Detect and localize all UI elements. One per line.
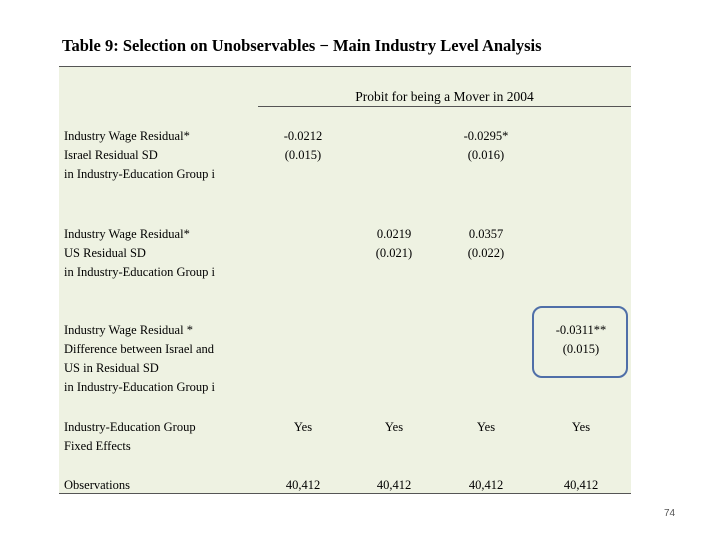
cell-israel-col3	[441, 127, 531, 165]
coefficient: 0.0219	[376, 227, 412, 241]
label-line: Industry Wage Residual*	[64, 227, 190, 241]
table-top-rule	[59, 66, 631, 67]
label-line: Difference between Israel and	[64, 342, 215, 356]
cell-observations-col1: 40,412	[285, 478, 321, 492]
row-label-us-sd	[64, 225, 215, 282]
coefficient: -0.0311**	[555, 323, 607, 337]
label-line: Industry Wage Residual*	[64, 129, 190, 143]
table-title: Table 9: Selection on Unobservables − Main Industry Level Analysis	[62, 36, 542, 55]
cell-fixed-effects-col4: Yes	[571, 420, 591, 434]
standard-error: (0.015)	[562, 342, 600, 356]
row-label-israel-sd	[64, 127, 215, 184]
row-label-difference	[64, 321, 215, 397]
cell-fixed-effects-col2: Yes	[384, 420, 404, 434]
cell-fixed-effects-col1: Yes	[293, 420, 313, 434]
cell-difference-col4	[536, 321, 626, 359]
row-label-fixed-effects	[64, 418, 196, 456]
label-line: in Industry-Education Group i	[64, 167, 216, 181]
label-line: Observations	[64, 478, 130, 492]
cell-israel-col1	[258, 127, 348, 165]
cell-fixed-effects-col3: Yes	[476, 420, 496, 434]
label-line: Industry Wage Residual *	[64, 323, 193, 337]
standard-error: (0.016)	[467, 148, 505, 162]
coefficient: -0.0212	[283, 129, 323, 143]
coefficient: 0.0357	[468, 227, 504, 241]
column-header: Probit for being a Mover in 2004	[355, 89, 534, 104]
label-line: in Industry-Education Group i	[64, 265, 216, 279]
cell-us-col3	[441, 225, 531, 263]
header-rule	[258, 106, 631, 107]
cell-observations-col4: 40,412	[563, 478, 599, 492]
standard-error: (0.022)	[467, 246, 505, 260]
standard-error: (0.021)	[375, 246, 413, 260]
coefficient: -0.0295*	[463, 129, 509, 143]
row-label-observations	[64, 476, 130, 495]
cell-observations-col3: 40,412	[468, 478, 504, 492]
label-line: Israel Residual SD	[64, 148, 158, 162]
standard-error: (0.015)	[284, 148, 322, 162]
label-line: Industry-Education Group	[64, 420, 196, 434]
label-line: US in Residual SD	[64, 361, 159, 375]
label-line: Fixed Effects	[64, 439, 131, 453]
page-number: 74	[664, 508, 676, 519]
label-line: in Industry-Education Group i	[64, 380, 216, 394]
cell-us-col2	[349, 225, 439, 263]
cell-observations-col2: 40,412	[376, 478, 412, 492]
label-line: US Residual SD	[64, 246, 146, 260]
